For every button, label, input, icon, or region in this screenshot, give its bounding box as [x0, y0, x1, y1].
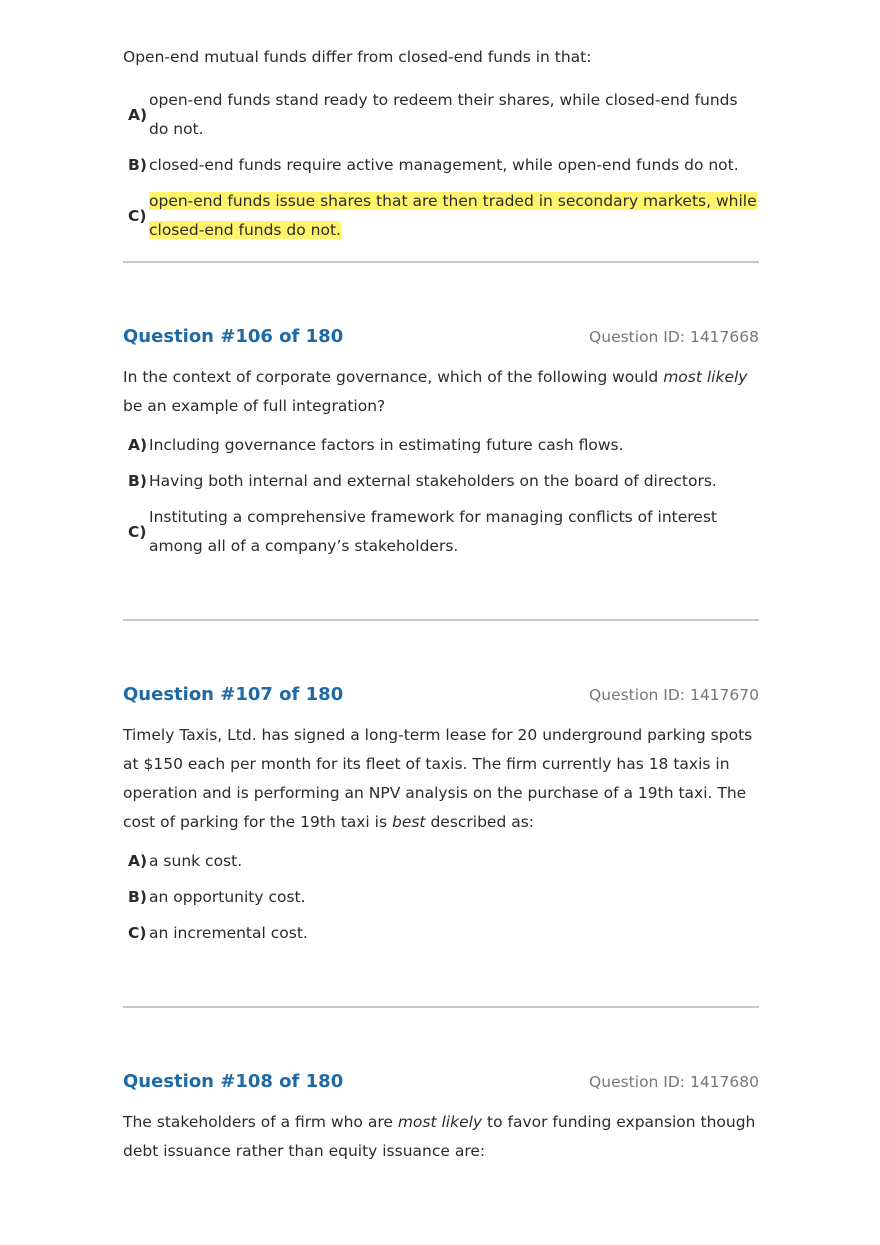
question-108 [123, 1071, 759, 1166]
question-stem [123, 1108, 759, 1166]
question-id: Question ID: 1417668 [589, 328, 759, 346]
answer-text: Instituting a comprehensive framework for managing conflicts of interest among all of a company’s stakeholders. [149, 508, 717, 555]
section-divider [123, 619, 759, 621]
answer-list [123, 847, 759, 948]
answer-text: Including governance factors in estimating future cash flows. [149, 436, 624, 454]
answer-option-a[interactable] [123, 431, 759, 460]
question-stem: Open-end mutual funds differ from closed-end funds in that: [123, 48, 592, 66]
question-title: Question #108 of 180 [123, 1071, 344, 1092]
highlighted-answer-text: open-end funds issue shares that are then traded in secondary markets, while closed-end funds do not. [149, 192, 757, 239]
answer-letter: A) [128, 436, 148, 454]
answer-text: an incremental cost. [149, 924, 308, 942]
question-header [123, 684, 759, 705]
answer-text-wrap [149, 187, 759, 245]
stem-text: to favor funding expansion though debt issuance rather than equity issuance are: [123, 1113, 756, 1160]
answer-letter: C) [128, 206, 147, 225]
question-id: Question ID: 1417680 [589, 1073, 759, 1091]
answer-text: closed-end funds require active management, while open-end funds do not. [149, 156, 739, 174]
question-stem [123, 721, 759, 837]
answer-letter: B) [128, 156, 147, 174]
question-stem [123, 363, 759, 421]
answer-text: open-end funds stand ready to redeem their shares, while closed-end funds do not. [149, 91, 738, 138]
answer-list [123, 86, 759, 245]
answer-list [123, 431, 759, 561]
question-header [123, 1071, 759, 1092]
answer-option-c[interactable] [123, 503, 759, 561]
answer-text: an opportunity cost. [149, 888, 306, 906]
answer-option-c-selected[interactable] [123, 187, 759, 245]
answer-option-a[interactable] [123, 86, 759, 144]
answer-option-b[interactable] [123, 467, 759, 496]
answer-option-c[interactable] [123, 919, 759, 948]
section-divider [123, 1006, 759, 1008]
answer-letter: B) [128, 472, 147, 490]
stem-text: described as: [425, 813, 535, 831]
question-title: Question #106 of 180 [123, 326, 344, 347]
answer-letter: A) [128, 852, 148, 870]
stem-text: The stakeholders of a firm who are [123, 1113, 398, 1131]
question-title: Question #107 of 180 [123, 684, 344, 705]
stem-text: be an example of full integration? [123, 397, 386, 415]
answer-option-b[interactable] [123, 151, 759, 180]
stem-emphasis: best [391, 813, 426, 831]
question-id: Question ID: 1417670 [589, 686, 759, 704]
stem-emphasis: most likely [663, 368, 748, 386]
answer-option-a[interactable] [123, 847, 759, 876]
question-105 [123, 43, 759, 252]
answer-letter: A) [128, 105, 148, 124]
answer-option-b[interactable] [123, 883, 759, 912]
stem-emphasis: most likely [397, 1113, 483, 1131]
stem-text: Timely Taxis, Ltd. has signed a long-term lease for 20 underground parking spots at $150 each per month for its fleet of taxis. The firm currently has 18 taxis in operation and is performing an NPV analysis on the purchase of a 19th taxi. The cost of parking for the 19th taxi is [123, 726, 753, 831]
answer-letter: C) [128, 924, 147, 942]
question-header [123, 326, 759, 347]
answer-letter: B) [128, 888, 147, 906]
answer-text: a sunk cost. [149, 852, 243, 870]
question-107 [123, 684, 759, 955]
section-divider [123, 261, 759, 263]
stem-text: In the context of corporate governance, which of the following would [123, 368, 664, 386]
question-106 [123, 326, 759, 568]
answer-letter: C) [128, 522, 147, 541]
answer-text: Having both internal and external stakeholders on the board of directors. [149, 472, 717, 490]
